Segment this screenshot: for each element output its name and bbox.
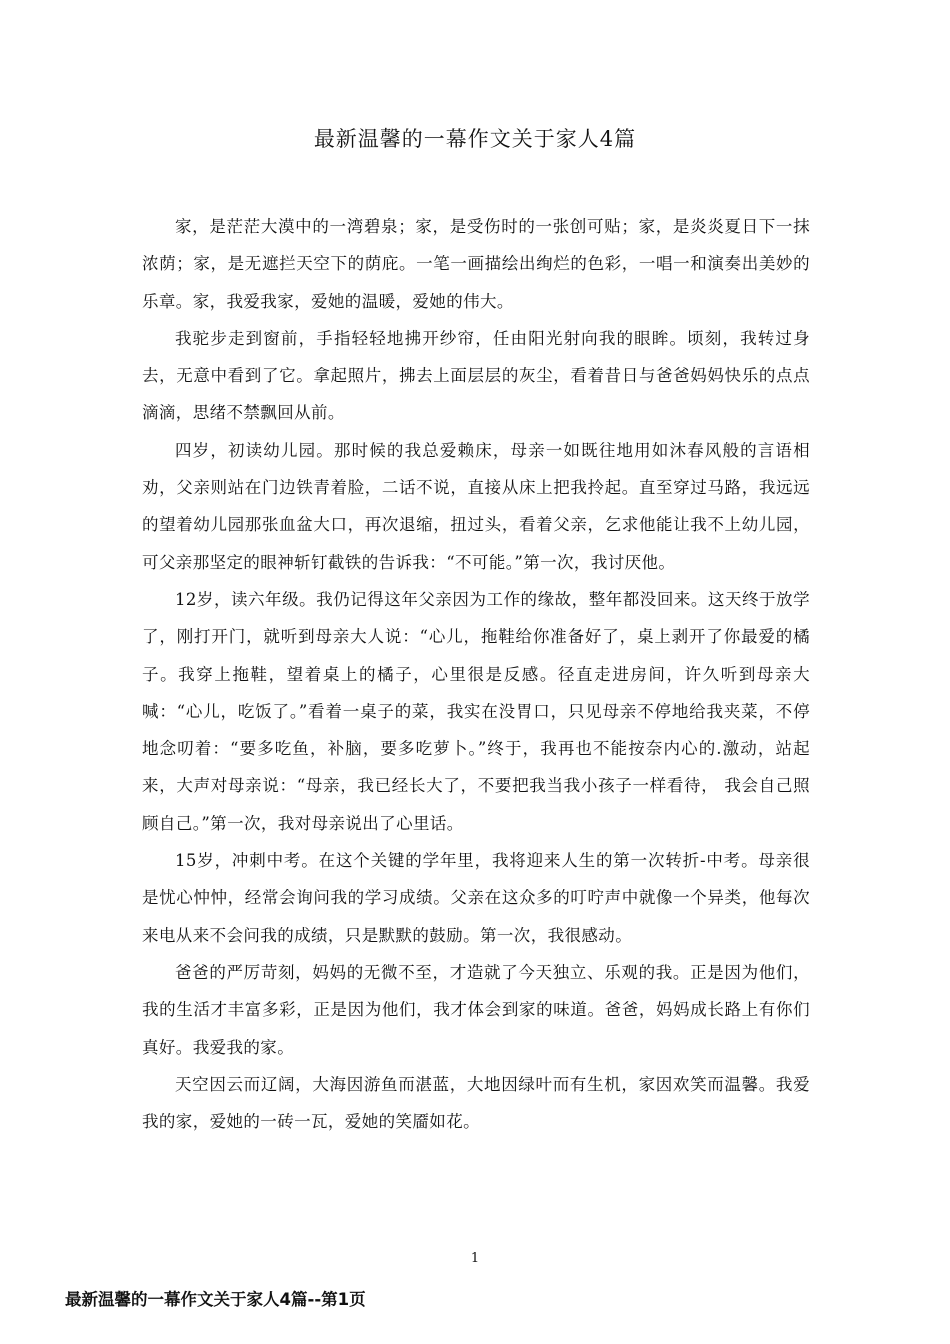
paragraph-5: 15岁，冲刺中考。在这个关键的学年里，我将迎来人生的第一次转折-中考。母亲很是忧心忡忡，经常会询问我的学习成绩。父亲在这众多的叮咛声中就像一个异类，他每次来电从来不会问我的成绩，只是默默的鼓励。第一次，我很感动。 xyxy=(142,851,810,945)
paragraph-6: 爸爸的严厉苛刻，妈妈的无微不至，才造就了今天独立、乐观的我。正是因为他们，我的生活才丰富多彩，正是因为他们，我才体会到家的味道。爸爸，妈妈成长路上有你们真好。我爱我的家。 xyxy=(142,962,810,1057)
document-title: 最新温馨的一幕作文关于家人4篇 xyxy=(313,127,637,151)
paragraph-4: 12岁，读六年级。我仍记得这年父亲因为工作的缘故，整年都没回来。这天终于放学了，刚打开门，就听到母亲大人说：“心儿，拖鞋给你准备好了，桌上剥开了你最爱的橘子。我穿上拖鞋，望着桌上的橘子，心里很是反感。径直走进房间，许久听到母亲大喊：“心儿，吃饭了。”看着一桌子的菜，我实在没胃口，只见母亲不停地给我夹菜，不停地念叨着：“要多吃鱼，补脑，要多吃萝卜。”终于，我再也不能按奈内心的.激动，站起来，大声对母亲说：“母亲，我已经长大了，不要把我当我小孩子一样看待， 我会自己照顾自己。”第一次，我对母亲说出了心里话。 xyxy=(142,589,810,833)
paragraph-3: 四岁，初读幼儿园。那时候的我总爱赖床，母亲一如既往地用如沐春风般的言语相劝，父亲则站在门边铁青着脸，二话不说，直接从床上把我拎起。直至穿过马路，我远远的望着幼儿园那张血盆大口，再次退缩，扭过头，看着父亲，乞求他能让我不上幼儿园，可父亲那坚定的眼神斩钉截铁的告诉我：“不可能。”第一次，我讨厌他。 xyxy=(142,440,810,572)
page-number: 1 xyxy=(470,1251,480,1266)
page-footer: 最新温馨的一幕作文关于家人4篇--第1页 xyxy=(65,1290,366,1309)
document-body xyxy=(142,208,810,1140)
paragraph-7: 天空因云而辽阔，大海因游鱼而湛蓝，大地因绿叶而有生机，家因欢笑而温馨。我爱我的家，爱她的一砖一瓦，爱她的笑靥如花。 xyxy=(142,1074,810,1132)
paragraph-2: 我驼步走到窗前，手指轻轻地拂开纱帘，任由阳光射向我的眼眸。顷刻，我转过身去，无意中看到了它。拿起照片，拂去上面层层的灰尘，看着昔日与爸爸妈妈快乐的点点滴滴，思绪不禁飘回从前。 xyxy=(142,328,810,423)
paragraph-1: 家，是茫茫大漠中的一湾碧泉；家，是受伤时的一张创可贴；家，是炎炎夏日下一抹浓荫；家，是无遮拦天空下的荫庇。一笔一画描绘出绚烂的色彩，一唱一和演奏出美妙的乐章。家，我爱我家，爱她的温暖，爱她的伟大。 xyxy=(142,217,810,311)
